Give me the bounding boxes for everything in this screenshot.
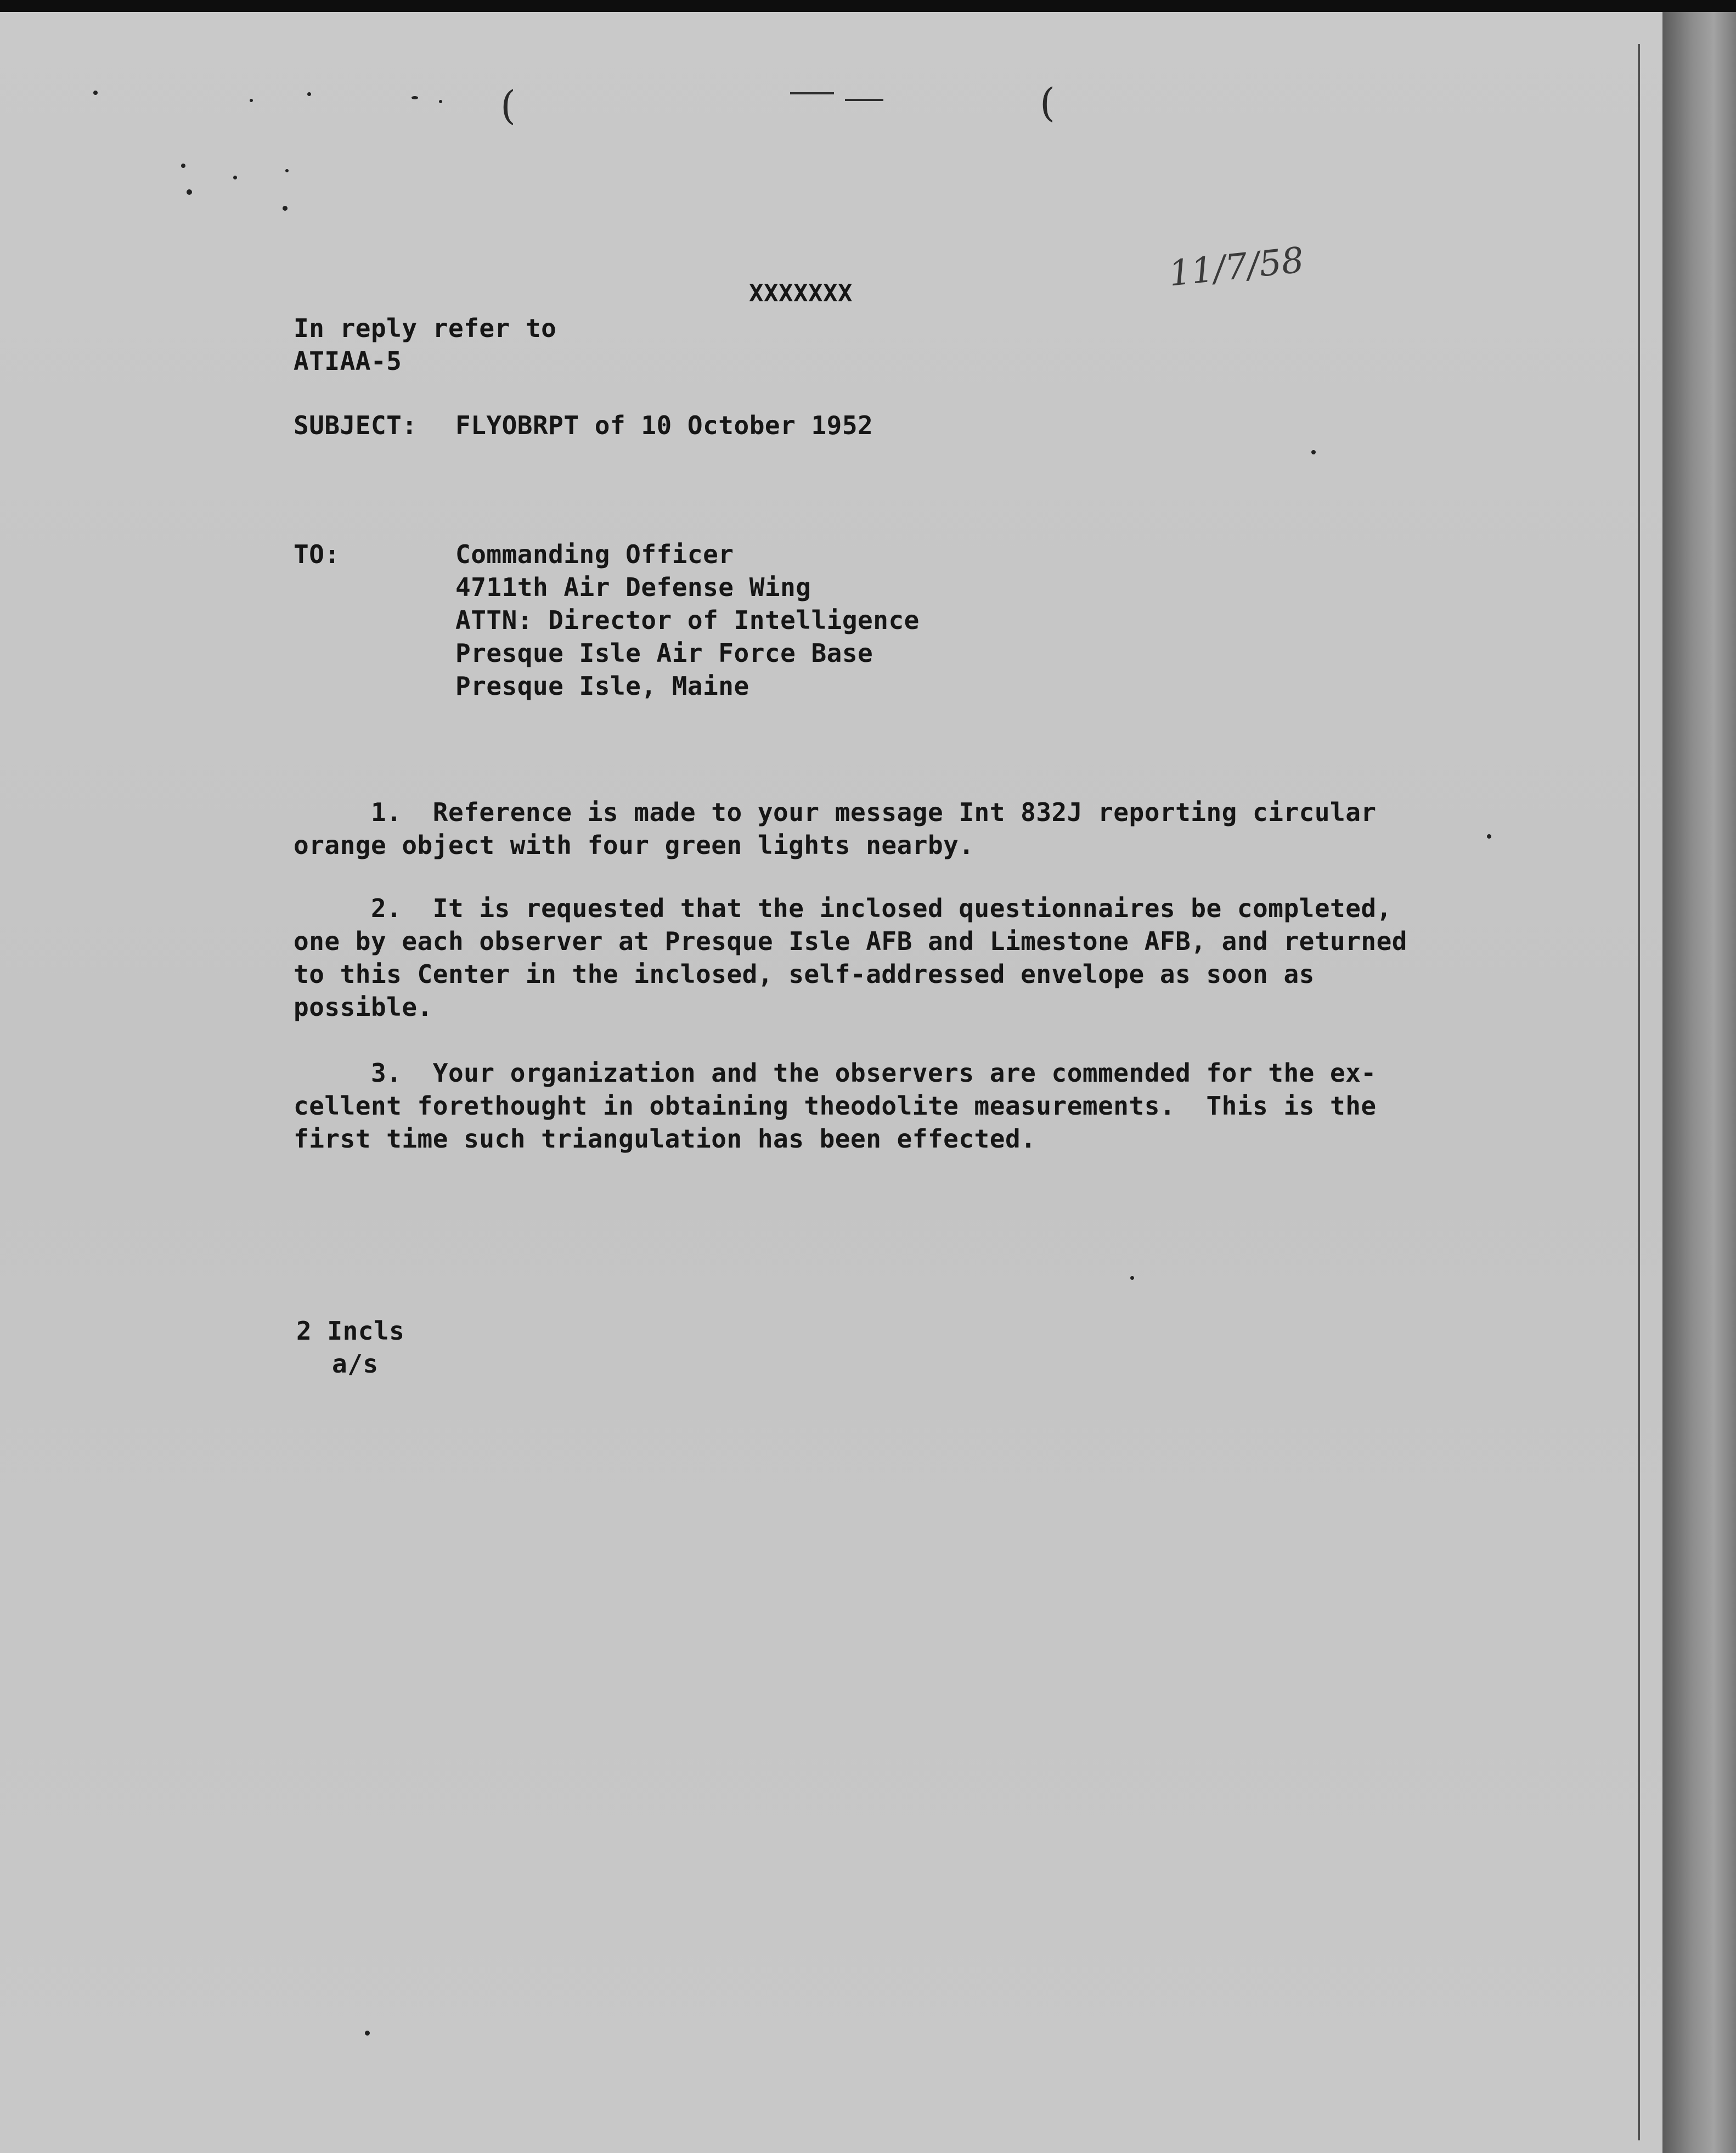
scan-mark <box>845 99 883 101</box>
enclosures-count: 2 Incls <box>296 1316 405 1346</box>
scan-mark: ( <box>1040 80 1056 126</box>
scan-speck <box>412 96 418 99</box>
paragraph-2-line: possible. <box>294 992 433 1022</box>
paragraph-3-line: 3. Your organization and the observers are commended for the ex- <box>294 1058 1377 1088</box>
to-address-line: 4711th Air Defense Wing <box>455 572 811 602</box>
page-right-edge <box>1662 12 1736 2153</box>
scan-mark: ( <box>500 82 516 128</box>
scan-speck <box>285 169 289 172</box>
classification-marking: XXXXXXX <box>749 279 853 307</box>
scan-speck <box>439 100 442 103</box>
to-address-line: Commanding Officer <box>455 539 734 569</box>
scan-speck <box>187 189 192 195</box>
scan-speck <box>233 176 237 179</box>
scan-speck <box>1487 834 1491 839</box>
scan-speck <box>250 99 253 102</box>
scan-top-edge <box>0 0 1736 12</box>
scan-mark <box>790 92 834 94</box>
right-margin-line <box>1638 44 1640 2140</box>
scan-speck <box>93 91 98 95</box>
enclosures-note: a/s <box>332 1349 379 1379</box>
reference-line-2: ATIAA-5 <box>294 346 402 376</box>
paragraph-1-line: 1. Reference is made to your message Int 832J reporting circular <box>294 797 1377 827</box>
to-address-line: Presque Isle Air Force Base <box>455 638 873 668</box>
scan-speck <box>307 92 311 96</box>
subject-label: SUBJECT: <box>294 411 418 440</box>
scan-speck <box>181 164 185 168</box>
paragraph-3-line: first time such triangulation has been effected. <box>294 1124 1036 1154</box>
to-address-line: Presque Isle, Maine <box>455 671 749 701</box>
paragraph-3-line: cellent forethought in obtaining theodolite measurements. This is the <box>294 1091 1377 1121</box>
paragraph-1-line: orange object with four green lights nearby. <box>294 830 974 860</box>
scan-speck <box>283 206 288 211</box>
to-address-line: ATTN: Director of Intelligence <box>455 605 920 635</box>
scan-speck <box>365 2031 370 2036</box>
handwritten-date-note: 11/7/58 <box>1166 240 1306 295</box>
reference-line-1: In reply refer to <box>294 313 557 343</box>
paragraph-2-line: to this Center in the inclosed, self-addressed envelope as soon as <box>294 959 1315 989</box>
paragraph-2-line: 2. It is requested that the inclosed questionnaires be completed, <box>294 893 1392 923</box>
to-label: TO: <box>294 539 340 569</box>
paragraph-2-line: one by each observer at Presque Isle AFB and Limestone AFB, and returned <box>294 926 1407 956</box>
scan-speck <box>1130 1276 1134 1280</box>
subject-text: FLYOBRPT of 10 October 1952 <box>455 411 873 440</box>
scan-speck <box>1311 450 1316 454</box>
